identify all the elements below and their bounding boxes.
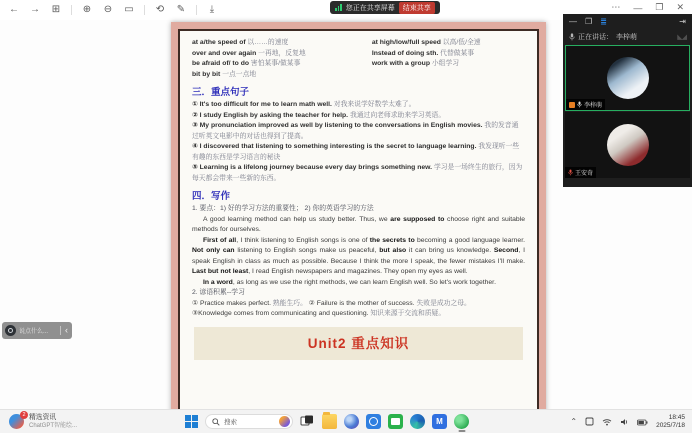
sentence-row: ⑤ Learning is a lifelong journey because every day brings something new. 学习是一场终生的旅行，因为每天都会带来一些新的东西。 — [192, 164, 523, 182]
taskbar-app-photos-icon[interactable]: M — [432, 414, 447, 429]
widgets-subtitle: ChatGPT智能绘... — [29, 422, 78, 429]
panel-collapse-icon[interactable]: ⇥ — [679, 17, 686, 26]
unit2-title: Unit2 重点知识 — [307, 335, 410, 351]
toolbar-divider — [196, 5, 197, 15]
proverb-line: ③Knowledge comes from communicating and questioning. 知识来源于交流和质疑。 — [192, 310, 446, 317]
panel-minimize-icon[interactable]: — — [569, 17, 577, 26]
mic-muted-icon — [568, 169, 573, 176]
news-icon — [9, 414, 24, 429]
running-indicator — [458, 430, 465, 432]
file-explorer-icon[interactable] — [322, 414, 337, 429]
tray-date: 2025/7/18 — [656, 421, 685, 429]
task-view-button[interactable] — [300, 414, 315, 429]
phrase-row: at high/low/full speed 以高/低/全速 — [371, 39, 481, 46]
widgets-title: 精选资讯 — [29, 413, 57, 421]
meeting-logo-icon — [5, 325, 16, 336]
key-sentences-list — [192, 100, 525, 184]
participant-name: 王安奇 — [575, 171, 594, 177]
chat-input-pill[interactable] — [2, 322, 72, 339]
download-icon[interactable]: ⤓ — [209, 4, 215, 15]
start-button[interactable] — [185, 415, 198, 428]
phrase-row: work with a group 小组学习 — [371, 60, 460, 67]
stop-sharing-button[interactable]: 结束共享 — [399, 2, 435, 14]
toolbar-divider — [71, 5, 72, 15]
system-tray — [570, 410, 685, 433]
phrase-row: bit by bit 一点一点地 — [192, 70, 257, 78]
phrase-row: be afraid of/ to do 害怕某事/做某事 — [192, 60, 301, 67]
share-status-text: 您正在共享屏幕 — [345, 4, 395, 12]
close-icon[interactable]: ✕ — [676, 2, 684, 12]
rotate-icon[interactable]: ⟲ — [155, 4, 165, 15]
wifi-icon[interactable] — [602, 413, 612, 431]
window-controls — [611, 0, 684, 15]
back-icon[interactable]: ← — [9, 4, 19, 15]
phrase-column-left — [192, 38, 372, 80]
zoom-out-icon[interactable]: ⊖ — [103, 4, 113, 15]
collapse-icon[interactable]: ‹ — [65, 325, 68, 335]
unit2-title-band — [194, 327, 523, 360]
device-icon[interactable] — [585, 413, 594, 431]
speaking-name: 李梓萌 — [616, 33, 637, 41]
participant-name-tag — [566, 99, 605, 110]
notification-badge: 2 — [20, 411, 28, 419]
mic-icon — [569, 33, 575, 41]
avatar — [607, 57, 649, 99]
sentence-row: ② I study English by asking the teacher for help. 我通过向老师求助来学习英语。 — [192, 111, 446, 119]
watermark-icon: ◣◢ — [677, 33, 686, 41]
mic-icon — [577, 101, 582, 108]
taskbar-app-mail-icon[interactable] — [388, 414, 403, 429]
host-badge-icon — [569, 102, 575, 108]
participant-tile-1[interactable] — [565, 45, 690, 111]
meeting-panel — [563, 14, 692, 187]
proverb-heading: 2. 谚语积累--学习 — [192, 289, 245, 296]
pill-divider — [60, 326, 61, 335]
sentence-row: ① It's too difficult for me to learn math well. 对我来说学好数学太难了。 — [192, 101, 416, 108]
sentence-row: ④ I discovered that listening to something interesting is the secret to language learning. 我发现听一些有趣的东西是学习语言的秘诀 — [192, 143, 520, 161]
toolbar-divider — [144, 5, 145, 15]
participant-name: 李梓萌 — [584, 103, 603, 109]
restore-icon[interactable]: ❐ — [655, 2, 664, 12]
search-highlight-image — [279, 416, 290, 427]
taskbar-center — [185, 410, 469, 433]
search-icon — [212, 418, 220, 426]
meeting-panel-header — [563, 14, 692, 29]
phrase-row: over and over again 一再地，反复地 — [192, 49, 306, 57]
section3-heading: 三．重点句子 — [192, 87, 250, 98]
tray-expand-icon[interactable]: ⌃ — [570, 417, 578, 426]
sentence-row: ③ My pronunciation improved as well by listening to the conversations in English movies. 我的发音通过听英文电影中的对话也得到了提高。 — [192, 122, 519, 140]
screen-share-banner — [330, 1, 440, 14]
search-box[interactable] — [205, 414, 293, 429]
clock[interactable] — [656, 414, 685, 430]
essay-paragraph: A good learning method can help us study better. Thus, we are supposed to choose right and suitable methods for ourselves. — [192, 215, 525, 233]
phrase-section — [192, 38, 525, 80]
panel-restore-icon[interactable]: ❐ — [585, 17, 593, 26]
speaking-label: 正在讲话： — [578, 33, 613, 41]
taskbar-app-browser-icon[interactable] — [344, 414, 359, 429]
wechat-icon[interactable] — [454, 414, 469, 429]
document-page — [178, 29, 539, 433]
avatar — [607, 124, 649, 166]
tray-time: 18:45 — [668, 413, 685, 421]
taskbar-app-clock-icon[interactable] — [366, 414, 381, 429]
edge-browser-icon[interactable] — [410, 414, 425, 429]
taskbar — [0, 409, 692, 433]
panel-list-icon[interactable]: ≣ — [600, 17, 607, 26]
signal-icon — [335, 4, 342, 11]
participant-tile-2[interactable] — [565, 112, 690, 178]
participant-name-tag — [565, 167, 596, 178]
proverb-lines — [192, 299, 525, 320]
thumbnail-grid-icon[interactable]: ⊞ — [51, 4, 61, 15]
phrase-row: Instead of doing sth. 代替做某事 — [371, 49, 475, 57]
phrase-column-right — [372, 38, 525, 80]
forward-icon[interactable]: → — [30, 4, 40, 15]
essay-paragraph: In a word, as long as we use the right methods, we can learn English well. So let's work together. — [203, 278, 496, 286]
chat-input-placeholder[interactable]: 说点什么... — [19, 329, 49, 335]
speaking-status-row — [563, 29, 692, 44]
volume-icon[interactable] — [620, 413, 629, 431]
proverb-line: ① Practice makes perfect. 熟能生巧。 ② Failure is the mother of success. 失败是成功之母。 — [192, 299, 471, 307]
writing-outline: 1. 要点：1) 好的学习方法的重要性； 2) 你的英语学习的方法 — [192, 205, 374, 212]
battery-icon[interactable] — [637, 413, 648, 431]
phrase-row: at a/the speed of 以……的速度 — [192, 39, 289, 46]
widgets-button[interactable] — [0, 410, 86, 433]
minimize-icon[interactable]: — — [633, 2, 643, 13]
search-placeholder: 搜索 — [224, 419, 237, 426]
zoom-in-icon[interactable]: ⊕ — [82, 4, 92, 15]
shared-document — [171, 22, 546, 433]
essay-paragraph: First of all, I think listening to English songs is one of the secrets to becoming a good language learner. Not only can listening to English songs make us peaceful, but also it can bring us knowledge. Second, I speak English in class as much as possible. Because I think the more I speak, the fewer mistakes I'll make. Last but not least, I read English newspapers and magazines. They open my eyes as well. — [192, 236, 525, 275]
essay-paragraphs — [192, 215, 525, 289]
more-icon[interactable]: ⋯ — [611, 2, 621, 12]
edit-icon[interactable]: ✎ — [176, 4, 186, 15]
section4-heading: 四．写作 — [192, 191, 231, 202]
fit-width-icon[interactable]: ▭ — [124, 4, 134, 15]
widgets-text — [29, 414, 77, 430]
